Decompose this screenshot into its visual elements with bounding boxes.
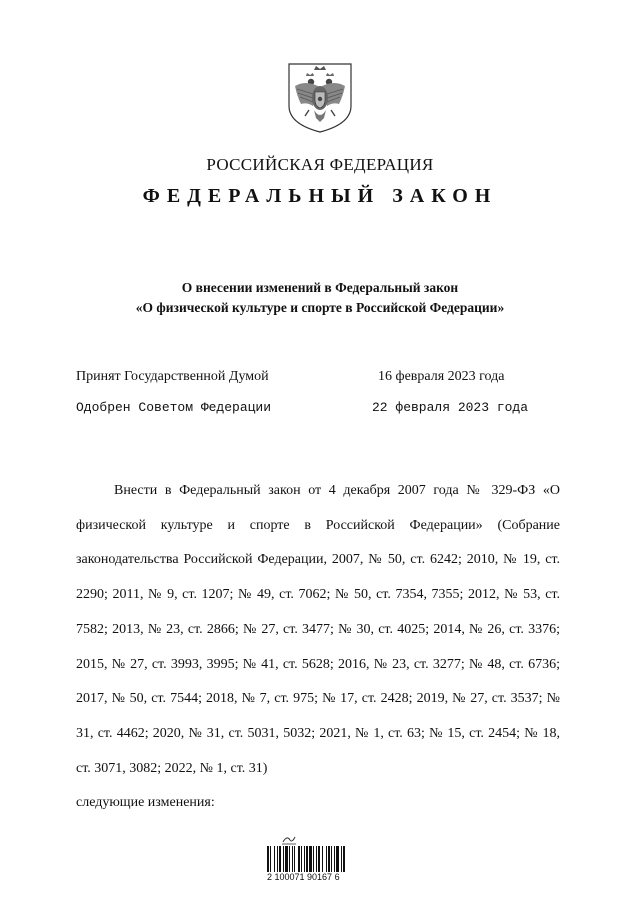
document-type-heading: ФЕДЕРАЛЬНЫЙ ЗАКОН — [142, 185, 498, 207]
council-label: Одобрен Советом Федерации — [76, 400, 272, 415]
header-country: РОССИЙСКАЯ ФЕДЕРАЦИЯ — [206, 155, 434, 174]
barcode-stamp-mark — [281, 832, 297, 844]
russian-coat-of-arms-icon — [287, 62, 353, 134]
duma-date: 16 февраля 2023 года — [378, 369, 505, 384]
body-closing: следующие изменения: — [76, 795, 215, 811]
barcode-icon — [267, 846, 375, 872]
emblem — [287, 62, 353, 134]
council-date: 22 февраля 2023 года — [372, 400, 529, 415]
barcode-number: 2 100071 90167 6 — [267, 872, 340, 882]
stamp-mark-icon — [281, 833, 297, 845]
law-title — [0, 278, 640, 318]
body-text — [76, 474, 560, 821]
law-title-line1: О внесении изменений в Федеральный закон — [181, 280, 459, 295]
body-paragraph: Внести в Федеральный закон от 4 декабря 2007 года № 329-ФЗ «О физической культуре и спорте в Российской Федерации» (Собрание законодательства Российской Федерации, 2007, № 50, ст. 6242; 2010, № 19, ст. 2290; 2011, № 9, ст. 1207; № 49, ст. 7062; № 50, ст. 7354, 7355; 2012, № 53, ст. 7582; 2013, № 23, ст. 2866; № 27, ст. 3477; № 30, ст. 4025; 2014, № 26, ст. 3376; 2015, № 27, ст. 3993, 3995; № 41, ст. 5628; 2016, № 23, ст. 3277; № 48, ст. 6736; 2017, № 50, ст. 7544; 2018, № 7, ст. 975; № 17, ст. 2428; 2019, № 27, ст. 3537; № 31, ст. 4462; 2020, № 31, ст. 5031, 5032; 2021, № 1, ст. 63; № 15, ст. 2454; № 18, ст. 3071, 3082; 2022, № 1, ст. 31) — [76, 483, 560, 776]
barcode — [267, 846, 375, 872]
law-title-line2: «О физической культуре и спорте в Российской Федерации» — [135, 300, 505, 315]
duma-label: Принят Государственной Думой — [76, 369, 269, 384]
